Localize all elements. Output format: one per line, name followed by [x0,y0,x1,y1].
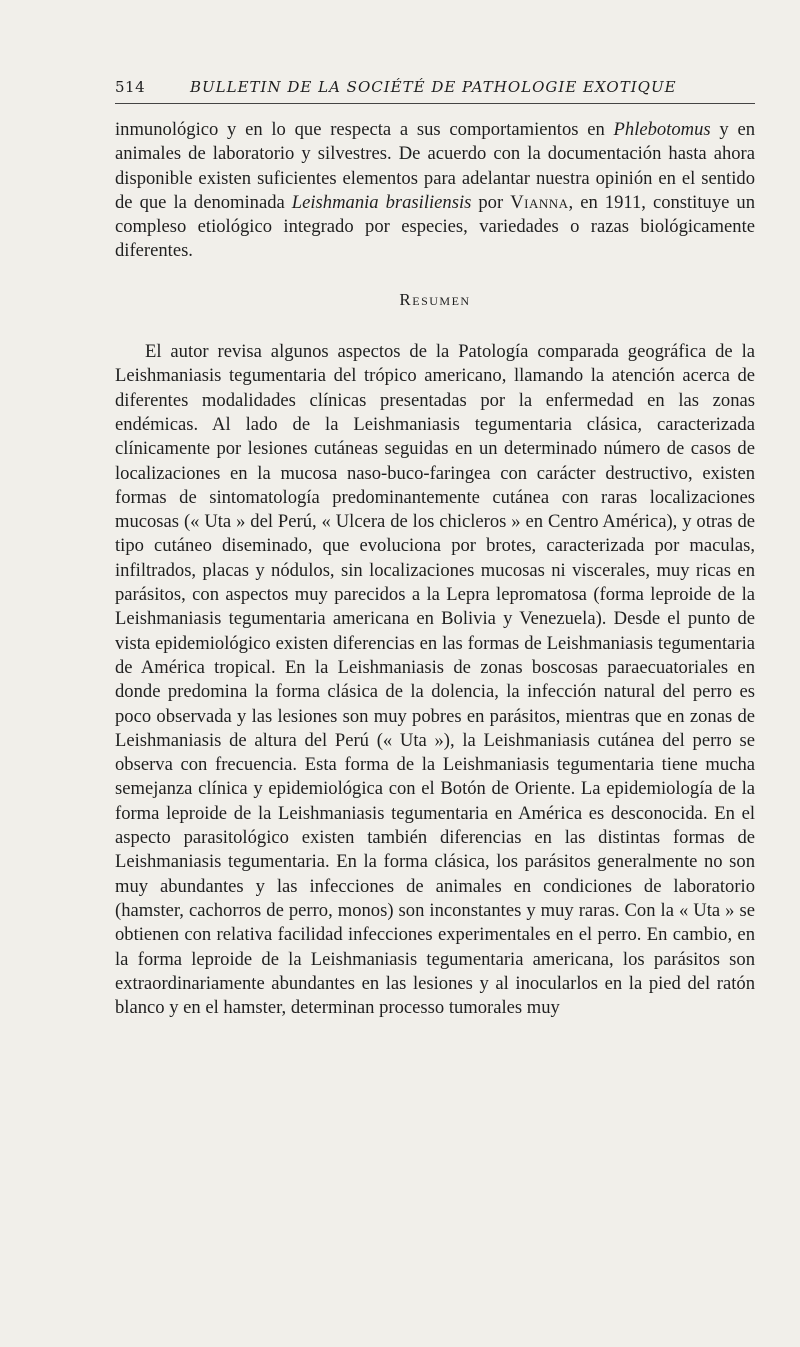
section-heading-resumen: Resumen [399,289,471,309]
intro-text-3: por [471,191,511,213]
body-text [115,118,755,1020]
intro-text-1: inmunológico y en lo que respecta a sus comportamientos en [115,119,614,140]
journal-title: BULLETIN DE LA SOCIÉTÉ DE PATHOLOGIE EXOTIQUE [190,78,677,96]
species-leishmania-brasiliensis: Leishmania brasiliensis [291,191,472,213]
running-head [115,74,755,100]
intro-text-2: y en animales de laboratorio y silvestres. De acuerdo con la documentación hasta ahora disponible existen suficientes elementos para adelantar nuestra opinión en el sentido de que la denominada [115,119,755,213]
intro-text-4: , en 1911, constituye un compleso etiológico integrado por especies, variedades o razas biológicamente diferentes. [115,191,755,262]
genus-phlebotomus: Phlebotomus [613,119,711,140]
resumen-paragraph: El autor revisa algunos aspectos de la Patología comparada geográfica de la Leishmaniasis tegumentaria del trópico americano, llamando la atención acerca de diferentes modalidades clínicas presentadas por la enfermedad en las zonas endémicas. Al lado de la Leishmaniasis tegumentaria clásica, caracterizada clínicamente por lesiones cutáneas seguidas en un determinado número de casos de localizaciones en la mucosa naso-buco-faringea con carácter destructivo, existen formas de sintomatología predominantemente cutánea con raras localizaciones mucosas (« Uta » del Perú, « Ulcera de los chicleros » en Centro América), y otras de tipo cutáneo diseminado, que evoluciona por brotes, caracterizada por maculas, infiltrados, placas y nódulos, sin localizaciones mucosas ni viscerales, muy ricas en parásitos, con aspectos muy parecidos a la Lepra lepromatosa (forma leproide de la Leishmaniasis tegumentaria americana en Bolivia y Venezuela). Desde el punto de vista epidemiológico existen diferencias en las formas de Leishmaniasis tegumentaria de América tropical. En la Leishmaniasis de zonas boscosas paraecuatoriales en donde predomina la forma clásica de la dolencia, la infección natural del perro es poco observada y las lesiones son muy pobres en parásitos, mientras que en zonas de Leishmaniasis de altura del Perú (« Uta »), la Leishmaniasis cutánea del perro se observa con frecuencia. Esta forma de la Leishmaniasis tegumentaria tiene mucha semejanza clínica y epidemiológica con el Botón de Oriente. La epidemiología de la forma leproide de la Leishmaniasis tegumentaria en América es desconocida. En el aspecto parasitológico existen también diferencias en las distintas formas de Leishmaniasis tegumentaria. En la forma clásica, los parásitos generalmente no son muy abundantes y las infecciones de animales en condiciones de laboratorio (hamster, cachorros de perro, monos) son inconstantes y muy raras. Con la « Uta » se obtienen con relativa facilidad infecciones experimentales en el perro. En cambio, en la forma leproide de la Leishmaniasis tegumentaria americana, los parásitos son extraordinariamente abundantes en las lesiones y al inocularlos en la pied del ratón blanco y en el hamster, determinan processo tumorales muy [115,341,755,1019]
intro-paragraph [115,118,755,264]
author-name: Vianna [510,191,569,213]
header-rule [115,103,755,104]
page-number: 514 [115,78,146,96]
